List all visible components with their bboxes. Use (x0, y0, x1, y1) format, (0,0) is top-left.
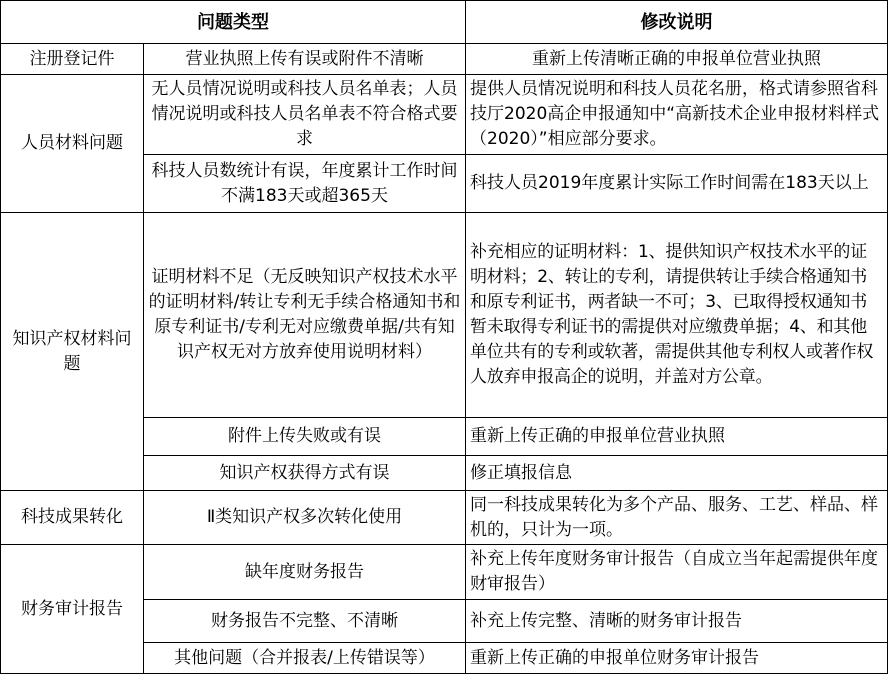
problem-cell: 证明材料不足（无反映知识产权技术水平的证明材料/转让专利无手续合格通知书和原专利证书/专利无对应缴费单据/共有知识产权无对方放弃使用说明材料） (144, 213, 466, 418)
header-problem-type: 问题类型 (1, 1, 466, 44)
table-row (1, 545, 888, 600)
fix-cell: 提供人员情况说明和科技人员花名册，格式请参照省科技厅2020高企申报通知中“高新技术企业申报材料样式（2020）”相应部分要求。 (466, 75, 888, 155)
fix-cell: 补充上传年度财务审计报告（自成立当年起需提供年度财审报告） (466, 545, 888, 600)
header-fix-description: 修改说明 (466, 1, 888, 44)
category-cell: 财务审计报告 (1, 545, 144, 674)
fix-cell: 重新上传正确的申报单位营业执照 (466, 418, 888, 456)
fix-cell: 科技人员2019年度累计实际工作时间需在183天以上 (466, 155, 888, 213)
fix-cell: 同一科技成果转化为多个产品、服务、工艺、样品、样机的，只计为一项。 (466, 491, 888, 545)
problem-cell: 无人员情况说明或科技人员名单表；人员情况说明或科技人员名单表不符合格式要求 (144, 75, 466, 155)
problem-cell: 缺年度财务报告 (144, 545, 466, 600)
fix-cell: 重新上传正确的申报单位财务审计报告 (466, 643, 888, 674)
table-row (1, 44, 888, 75)
table-row (1, 213, 888, 418)
table-row (1, 491, 888, 545)
category-cell: 注册登记件 (1, 44, 144, 75)
problem-cell: 其他问题（合并报表/上传错误等） (144, 643, 466, 674)
fix-cell: 修正填报信息 (466, 456, 888, 491)
category-cell: 科技成果转化 (1, 491, 144, 545)
table-row (1, 75, 888, 155)
fix-cell: 重新上传清晰正确的申报单位营业执照 (466, 44, 888, 75)
problem-cell: 科技人员数统计有误，年度累计工作时间不满183天或超365天 (144, 155, 466, 213)
header-row (1, 1, 888, 44)
problem-cell: Ⅱ类知识产权多次转化使用 (144, 491, 466, 545)
problem-cell: 财务报告不完整、不清晰 (144, 600, 466, 643)
problem-cell: 知识产权获得方式有误 (144, 456, 466, 491)
fix-cell: 补充上传完整、清晰的财务审计报告 (466, 600, 888, 643)
category-cell: 人员材料问题 (1, 75, 144, 213)
category-cell: 知识产权材料问题 (1, 213, 144, 491)
fix-cell: 补充相应的证明材料：1、提供知识产权技术水平的证明材料；2、转让的专利，请提供转让手续合格通知书和原专利证书，两者缺一不可；3、已取得授权通知书暂未取得专利证书的需提供对应缴费单据；4、和其他单位共有的专利或软著，需提供其他专利权人或著作权人放弃申报高企的说明，并盖对方公章。 (466, 213, 888, 418)
problem-cell: 营业执照上传有误或附件不清晰 (144, 44, 466, 75)
problem-cell: 附件上传失败或有误 (144, 418, 466, 456)
